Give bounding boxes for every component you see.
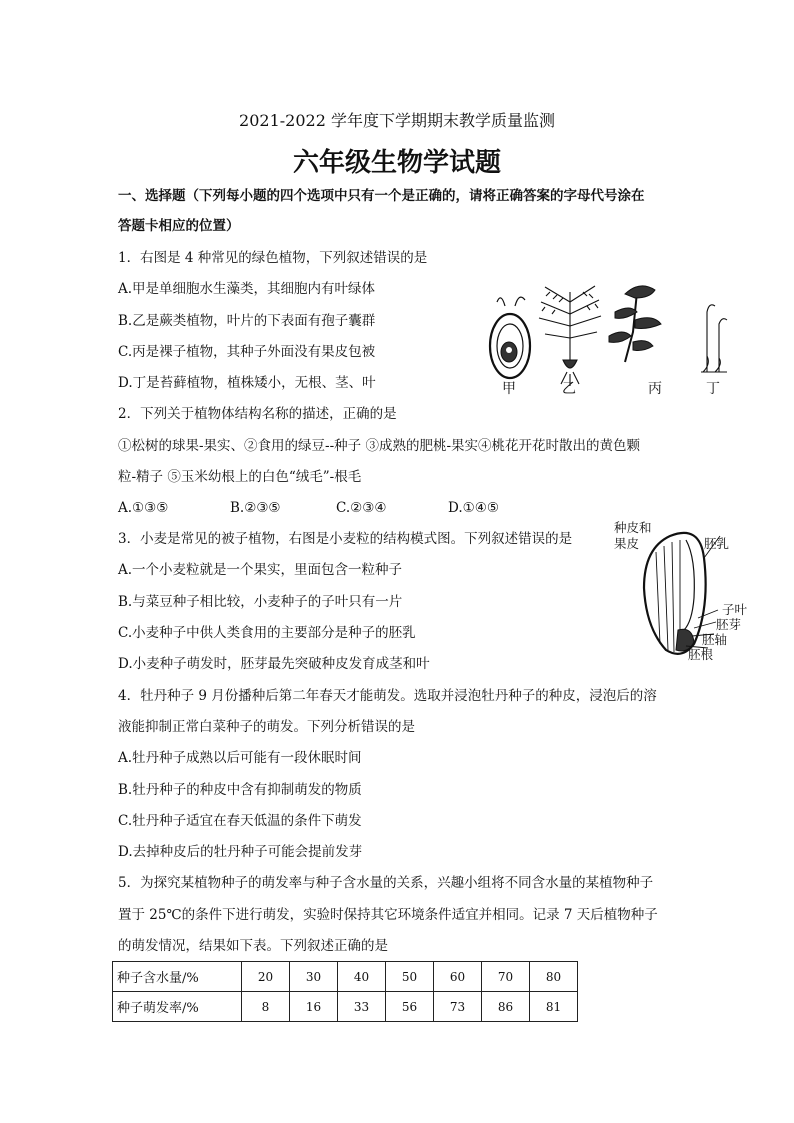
q3-label-cotyledon: 子叶 xyxy=(722,602,748,617)
table-cell: 86 xyxy=(482,992,530,1022)
table-cell: 73 xyxy=(434,992,482,1022)
table-cell: 30 xyxy=(290,962,338,992)
table-row xyxy=(113,962,578,992)
table-cell: 40 xyxy=(338,962,386,992)
q5-line2: 置于 25℃的条件下进行萌发，实验时保持其它环境条件适宜并相同。记录 7 天后植物种子 xyxy=(118,907,658,923)
plant-bing-illustration xyxy=(609,286,661,362)
table-cell: 60 xyxy=(434,962,482,992)
q4-option-c: C.牡丹种子适宜在春天低温的条件下萌发 xyxy=(118,813,362,829)
section-heading-line1: 一、选择题（下列每小题的四个选项中只有一个是正确的，请将正确答案的字母代号涂在 xyxy=(118,188,645,204)
q4-option-d: D.去掉种皮后的牡丹种子可能会提前发芽 xyxy=(118,844,363,860)
q3-option-c: C.小麦种子中供人类食用的主要部分是种子的胚乳 xyxy=(118,625,416,641)
q4-option-a: A.牡丹种子成熟以后可能有一段休眠时间 xyxy=(118,750,362,766)
plant-ding-illustration xyxy=(701,305,727,372)
q1-label-bing: 丙 xyxy=(648,381,662,397)
q3-label-radicle: 胚根 xyxy=(688,647,714,662)
section-heading-line2: 答题卡相应的位置） xyxy=(118,218,240,234)
q3-label-seedcoat-2: 果皮 xyxy=(614,536,640,551)
q2-option-d: D.①④⑤ xyxy=(448,500,499,516)
table-row xyxy=(113,992,578,1022)
table-cell: 16 xyxy=(290,992,338,1022)
q2-option-a: A.①③⑤ xyxy=(118,500,169,516)
plant-jia-illustration xyxy=(490,297,530,378)
q2-stem: 2．下列关于植物体结构名称的描述，正确的是 xyxy=(118,406,397,422)
table-cell: 8 xyxy=(242,992,290,1022)
q3-stem: 3．小麦是常见的被子植物，右图是小麦粒的结构模式图。下列叙述错误的是 xyxy=(118,531,573,547)
table-cell: 81 xyxy=(530,992,578,1022)
q3-option-a: A.一个小麦粒就是一个果实，里面包含一粒种子 xyxy=(118,562,403,578)
table-cell: 70 xyxy=(482,962,530,992)
q1-label-jia: 甲 xyxy=(502,381,516,397)
exam-title: 2021-2022 学年度下学期期末教学质量监测 xyxy=(239,111,555,130)
q3-label-endosperm: 胚乳 xyxy=(704,536,730,551)
q3-option-b: B.与菜豆种子相比较，小麦种子的子叶只有一片 xyxy=(118,594,403,610)
q2-option-c: C.②③④ xyxy=(336,500,387,516)
q3-option-d: D.小麦种子萌发时，胚芽最先突破种皮发育成茎和叶 xyxy=(118,656,430,672)
q3-label-hypocotyl: 胚轴 xyxy=(702,632,728,647)
q1-option-b: B.乙是蕨类植物，叶片的下表面有孢子囊群 xyxy=(118,313,376,329)
q3-label-seedcoat-1: 种皮和 xyxy=(614,520,652,535)
q3-wheat-grain-figure xyxy=(630,518,750,668)
q1-label-yi: 乙 xyxy=(562,381,576,397)
q5-line1: 5．为探究某植物种子的萌发率与种子含水量的关系，兴趣小组将不同含水量的某植物种子 xyxy=(118,875,654,891)
q4-line1: 4．牡丹种子 9 月份播种后第二年春天才能萌发。选取并浸泡牡丹种子的种皮，浸泡后的溶 xyxy=(118,688,657,704)
table-cell: 50 xyxy=(386,962,434,992)
q1-stem: 1．右图是 4 种常见的绿色植物，下列叙述错误的是 xyxy=(118,250,428,266)
q1-option-a: A.甲是单细胞水生藻类，其细胞内有叶绿体 xyxy=(118,281,376,297)
q4-line2: 液能抑制正常白菜种子的萌发。下列分析错误的是 xyxy=(118,719,415,735)
table-row-label: 种子萌发率/% xyxy=(113,992,242,1022)
q5-line3: 的萌发情况，结果如下表。下列叙述正确的是 xyxy=(118,938,388,954)
q2-line1: ①松树的球果-果实、②食用的绿豆--种子 ③成熟的肥桃-果实④桃花开花时散出的黄色颗 xyxy=(118,438,641,454)
q5-data-table xyxy=(112,961,578,1022)
table-row-label: 种子含水量/% xyxy=(113,962,242,992)
q3-label-plumule: 胚芽 xyxy=(716,617,742,632)
q1-option-c: C.丙是裸子植物，其种子外面没有果皮包被 xyxy=(118,344,376,360)
table-cell: 80 xyxy=(530,962,578,992)
q1-option-d: D.丁是苔藓植物，植株矮小，无根、茎、叶 xyxy=(118,375,376,391)
subject-title: 六年级生物学试题 xyxy=(292,148,501,178)
q4-option-b: B.牡丹种子的种皮中含有抑制萌发的物质 xyxy=(118,782,362,798)
q2-line2: 粒-精子 ⑤玉米幼根上的白色“绒毛”-根毛 xyxy=(118,469,362,485)
q2-option-b: B.②③⑤ xyxy=(230,500,281,516)
table-cell: 33 xyxy=(338,992,386,1022)
table-cell: 20 xyxy=(242,962,290,992)
q1-label-ding: 丁 xyxy=(706,381,720,397)
table-cell: 56 xyxy=(386,992,434,1022)
plant-yi-illustration xyxy=(539,286,601,386)
